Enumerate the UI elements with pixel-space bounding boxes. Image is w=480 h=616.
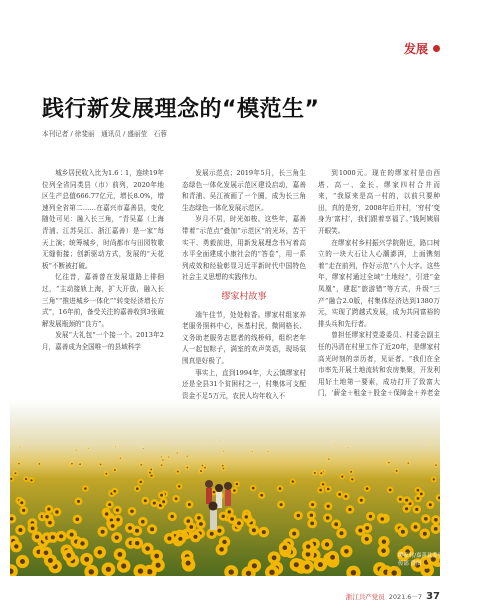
paragraph: 曾担任缪家村党委委员、村委会副主任的冯清在村里工作了近20年，是缪家村高光时刻的亲历者，见证者。“我们在全市率先开展土地流转和农房集聚，开发利用好土地第一要素，成功打开了致富大门，‘薪金＋租金＋股金＋保障金＋养老金 bbox=[318, 331, 440, 398]
paragraph: 忆往昔，嘉善曾在发展道路上徘徊过，“主动接轨上海，扩大开放，融入长三角”“推进城乡一体化”“转变经济增长方式”，16年前，备受关注的嘉善收到3张破解发展瓶颈的“良方”。 bbox=[42, 273, 164, 328]
section-dot-icon bbox=[433, 45, 440, 52]
paragraph: 到1000元。现在的缪家村是由西塔、高一、金长、缪家四村合并而来，“我原来是高一村的，以前只要种田，真的是穷，2008年后并村，‘穷村’变身为‘富村’，我们跟着享福了。”钱阿姨眉开眼笑。 bbox=[318, 169, 440, 235]
paragraph: 城乡居民收入比为1.6∶1，连续19年位列全省同类县（市）前列，2020年地区生产总值666.77亿元，增长8.0%，增速列全省第二……在嘉兴市嘉善县，变化随处可见：融入长三角，“青吴嘉（上海青浦、江苏吴江、浙江嘉善）是一家”每天上演；统筹城乡，时尚都市与田园牧歌无缝衔接；创新驱动方式，发展的“天花板”不断被打破。 bbox=[42, 169, 164, 270]
issue-number: 2021.6－7 bbox=[388, 593, 423, 601]
page-number: 37 bbox=[426, 591, 440, 602]
photo-caption: 缪家村/嘉善县委宣传部 供图 bbox=[398, 553, 443, 567]
paragraph: 事实上，直到1994年，大云镇缪家村还是全县31个贫困村之一，村集体可支配资金不足5万元，农民人均年收入不 bbox=[182, 368, 306, 400]
sunflower-field-illustration bbox=[10, 400, 440, 576]
subheading: 缪家村故事 bbox=[221, 291, 267, 302]
page-footer bbox=[346, 591, 440, 602]
article-title: 践行新发展理念的“模范生” bbox=[42, 97, 320, 122]
paragraph: 发展示范点；2019年5月，长三角生态绿色一体化发展示范区建设启动，嘉善和青浦、吴江被画了一个圈，成为长三角生态绿色一体化发展示范区。 bbox=[182, 169, 306, 212]
paragraph: 岁月不居，时光如梭。这些年，嘉善带着“示范点”叠加“示范区”的光环，苦干实干、勇毅前进，用新发展理念书写着高水平全面建成小康社会的“答卷”，用一系列成效和经验彰显习近平新时代中国特色社会主义思想的实践伟力。 bbox=[182, 215, 306, 282]
section-label: 发展 bbox=[403, 42, 428, 56]
paragraph: 在缪家村乡村振兴学院附近，路口树立的一块大石让人心潮澎湃，上面镌刻着“走在前列，作好示范”八个大字。这些年，缪家村通过全域“土地经”，引进“金凤凰”，建起“旅游错”等方式，升级“三产”融合2.0版，村集体经济达到1380万元，实现了跨越式发展，成为共同富裕的排头兵和先行者。 bbox=[318, 238, 440, 328]
text-column-3 bbox=[318, 168, 440, 411]
sunflower-field-photo bbox=[10, 400, 440, 576]
paragraph: 端午佳节，处处粽香。缪家村组家养老服务照料中心，医基村民，微网格长、义务助老服务志愿者的线桥师，组织老年人一起包粽子，满室的欢声笑语，现场氛围真是好极了。 bbox=[182, 310, 306, 365]
article-byline: 本刊记者 / 徐斐丽 通讯员 / 盛丽莹 石蓉 bbox=[42, 130, 167, 138]
text-column-2 bbox=[182, 168, 306, 402]
text-column-1 bbox=[42, 168, 164, 354]
magazine-name: 浙江共产党员 bbox=[345, 593, 385, 601]
section-tag bbox=[404, 40, 440, 57]
paragraph: 发展“大礼包”一个接一个。2013年2月，嘉善成为全国唯一的县域科学 bbox=[42, 331, 164, 351]
